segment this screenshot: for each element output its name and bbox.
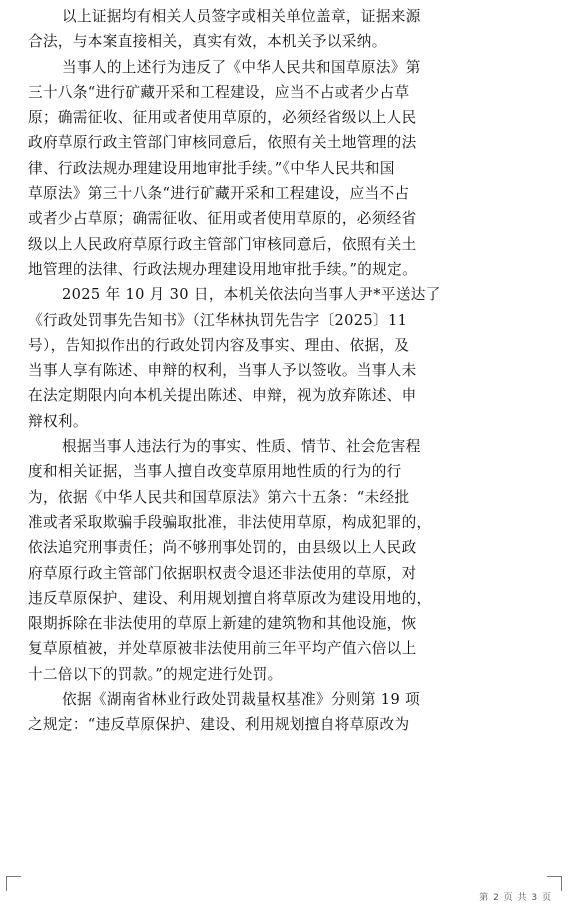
paragraph-line: 2025 年 10 月 30 日，本机关依法向当事人尹*平送达了	[62, 286, 441, 304]
paragraph-line: 以上证据均有相关人员签字或相关单位盖章，证据来源	[62, 8, 421, 25]
paragraph-line: 十二倍以下的罚款。”的规定进行处罚。	[28, 665, 283, 683]
paragraph-line: 依据《湖南省林业行政处罚裁量权基准》分则第 19 项	[62, 691, 421, 709]
paragraph-line: 号），告知拟作出的行政处罚内容及事实、理由、依据，及	[28, 336, 410, 354]
paragraph-line: 限期拆除在非法使用的草原上新建的建筑物和其他设施，恢	[28, 615, 417, 633]
paragraph-line: 为，依据《中华人民共和国草原法》第六十五条：“未经批	[28, 488, 410, 506]
paragraph-line: 根据当事人违法行为的事实、性质、情节、社会危害程	[62, 438, 421, 456]
paragraph-line: 违反草原保护、建设、利用规划擅自将草原改为建设用地的，	[28, 589, 432, 607]
page-number: 第 2 页 共 3 页	[479, 893, 552, 903]
paragraph-line: 政府草原行政主管部门审核同意后，依照有关土地管理的法	[28, 134, 417, 152]
paragraph-line: 合法，与本案直接相关，真实有效，本机关予以采纳。	[28, 33, 387, 51]
paragraph-line: 级以上人民政府草原行政主管部门审核同意后，依照有关土	[28, 235, 417, 253]
paragraph-line: 当事人享有陈述、申辩的权利，当事人予以签收。当事人未	[28, 362, 417, 380]
paragraph-line: 依法追究刑事责任；尚不够刑事处罚的，由县级以上人民政	[28, 539, 417, 557]
paragraph-line: 草原法》第三十八条“进行矿藏开采和工程建设，应当不占	[28, 185, 410, 203]
paragraph-line: 度和相关证据，当事人擅自改变草原用地性质的行为的行	[28, 463, 402, 481]
paragraph-line: 复草原植被，并处草原被非法使用前三年平均产值六倍以上	[28, 640, 417, 658]
document-body	[28, 4, 548, 738]
paragraph-line: 准或者采取欺骗手段骗取批准，非法使用草原，构成犯罪的，	[28, 513, 432, 531]
paragraph-line: 律、行政法规办理建设用地审批手续。”《中华人民共和国	[28, 159, 395, 177]
paragraph-line: 之规定：“违反草原保护、建设、利用规划擅自将草原改为	[28, 716, 410, 734]
paragraph-line: 地管理的法律、行政法规办理建设用地审批手续。”的规定。	[28, 260, 418, 278]
paragraph-line: 或者少占草原；确需征收、征用或者使用草原的，必须经省	[28, 210, 417, 228]
paragraph-line: 《行政处罚事先告知书》（江华林执罚先告字〔2025〕11	[28, 311, 408, 329]
paragraph-line: 原；确需征收、征用或者使用草原的，必须经省级以上人民	[28, 109, 417, 127]
paragraph-line: 辩权利。	[28, 412, 88, 430]
paragraph-line: 在法定期限内向本机关提出陈述、申辩，视为放弃陈述、申	[28, 387, 417, 405]
paragraph-line: 府草原行政主管部门依据职权责令退还非法使用的草原，对	[28, 564, 417, 582]
crop-mark-bottom-right	[547, 876, 562, 891]
crop-mark-bottom-left	[6, 876, 21, 891]
paragraph-line: 当事人的上述行为违反了《中华人民共和国草原法》第	[62, 58, 421, 76]
paragraph-line: 三十八条“进行矿藏开采和工程建设，应当不占或者少占草	[28, 83, 410, 101]
